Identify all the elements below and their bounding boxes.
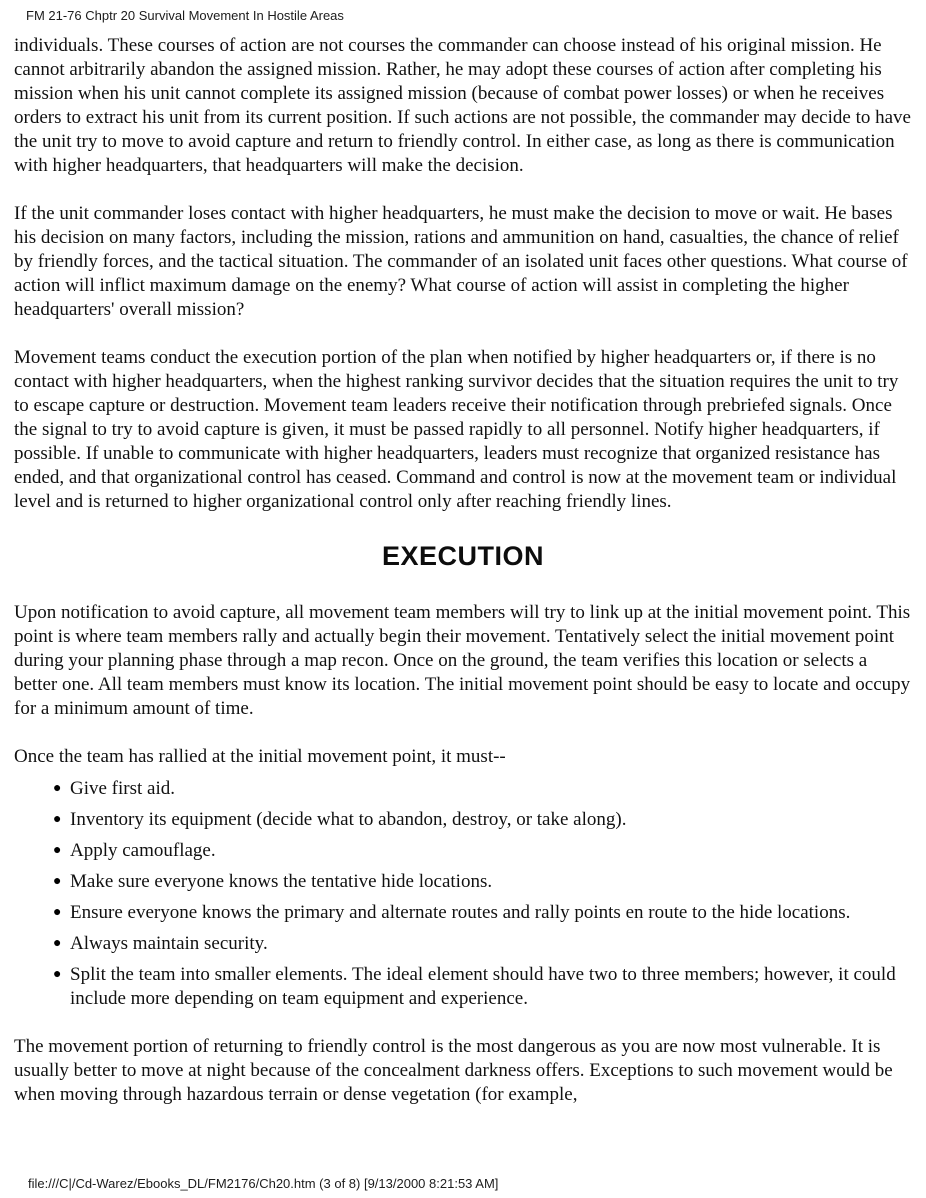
bullet-icon: ● (53, 936, 62, 951)
page-header-title: FM 21-76 Chptr 20 Survival Movement In Hostile Areas (26, 8, 344, 23)
bullet-list (14, 777, 912, 1011)
list-item-text: Split the team into smaller elements. The ideal element should have two to three members; however, it could include more depending on team equipment and experience. (70, 964, 896, 1009)
list-item-text: Inventory its equipment (decide what to abandon, destroy, or take along). (70, 809, 627, 830)
list-item (53, 777, 912, 801)
bullet-icon: ● (53, 905, 62, 920)
paragraph: Once the team has rallied at the initial movement point, it must-- (14, 746, 506, 767)
bullet-icon: ● (53, 843, 62, 858)
list-item (53, 932, 912, 956)
page-header (0, 0, 926, 23)
page-footer (28, 1176, 498, 1191)
list-item-text: Make sure everyone knows the tentative hide locations. (70, 871, 493, 892)
paragraph: If the unit commander loses contact with higher headquarters, he must make the decision to move or wait. He bases his decision on many factors, including the mission, rations and ammunition on hand, casualties, the chance of relief by friendly forces, and the tactical situation. The commander of an isolated unit faces other questions. What course of action will inflict maximum damage on the enemy? What course of action will assist in completing the higher headquarters' overall mission? (14, 203, 908, 320)
section-heading: EXECUTION (381, 541, 545, 571)
list-item-text: Ensure everyone knows the primary and alternate routes and rally points en route to the hide locations. (70, 902, 851, 923)
paragraph: The movement portion of returning to friendly control is the most dangerous as you are now most vulnerable. It is usually better to move at night because of the concealment darkness offers. Exceptions to such movement would be when moving through hazardous terrain or dense vegetation (for example, (14, 1036, 893, 1105)
list-item (53, 901, 912, 925)
paragraph: Upon notification to avoid capture, all movement team members will try to link up at the initial movement point. This point is where team members rally and actually begin their movement. Tentatively select the initial movement point during your planning phase through a map recon. Once on the ground, the team verifies this location or selects a better one. All team members must know its location. The initial movement point should be easy to locate and occupy for a minimum amount of time. (14, 602, 911, 719)
list-item (53, 963, 912, 1011)
paragraph: individuals. These courses of action are not courses the commander can choose instead of his original mission. He cannot arbitrarily abandon the assigned mission. Rather, he may adopt these courses of action after completing his mission when his unit cannot complete its assigned mission (because of combat power losses) or when he receives orders to extract his unit from its current position. If such actions are not possible, the commander may decide to have the unit try to move to avoid capture and return to friendly control. In either case, as long as there is communication with higher headquarters, that headquarters will make the decision. (14, 35, 911, 176)
list-item-text: Always maintain security. (70, 933, 268, 954)
footer-file-path: file:///C|/Cd-Warez/Ebooks_DL/FM2176/Ch20.htm (3 of 8) [9/13/2000 8:21:53 AM] (28, 1176, 499, 1191)
bullet-icon: ● (53, 781, 62, 796)
document-body (0, 34, 926, 1107)
list-item (53, 808, 912, 832)
list-item (53, 870, 912, 894)
list-item-text: Apply camouflage. (70, 840, 216, 861)
bullet-icon: ● (53, 812, 62, 827)
bullet-icon: ● (53, 967, 62, 982)
list-item (53, 839, 912, 863)
paragraph: Movement teams conduct the execution portion of the plan when notified by higher headquarters or, if there is no contact with higher headquarters, when the highest ranking survivor decides that the situation requires the unit to try to escape capture or destruction. Movement team leaders receive their notification through prebriefed signals. Once the signal to try to avoid capture is given, it must be passed rapidly to all personnel. Notify higher headquarters, if possible. If unable to communicate with higher headquarters, leaders must recognize that organized resistance has ended, and that organizational control has ceased. Command and control is now at the movement team or individual level and is returned to higher organizational control only after reaching friendly lines. (14, 347, 899, 512)
bullet-icon: ● (53, 874, 62, 889)
list-item-text: Give first aid. (70, 778, 176, 799)
